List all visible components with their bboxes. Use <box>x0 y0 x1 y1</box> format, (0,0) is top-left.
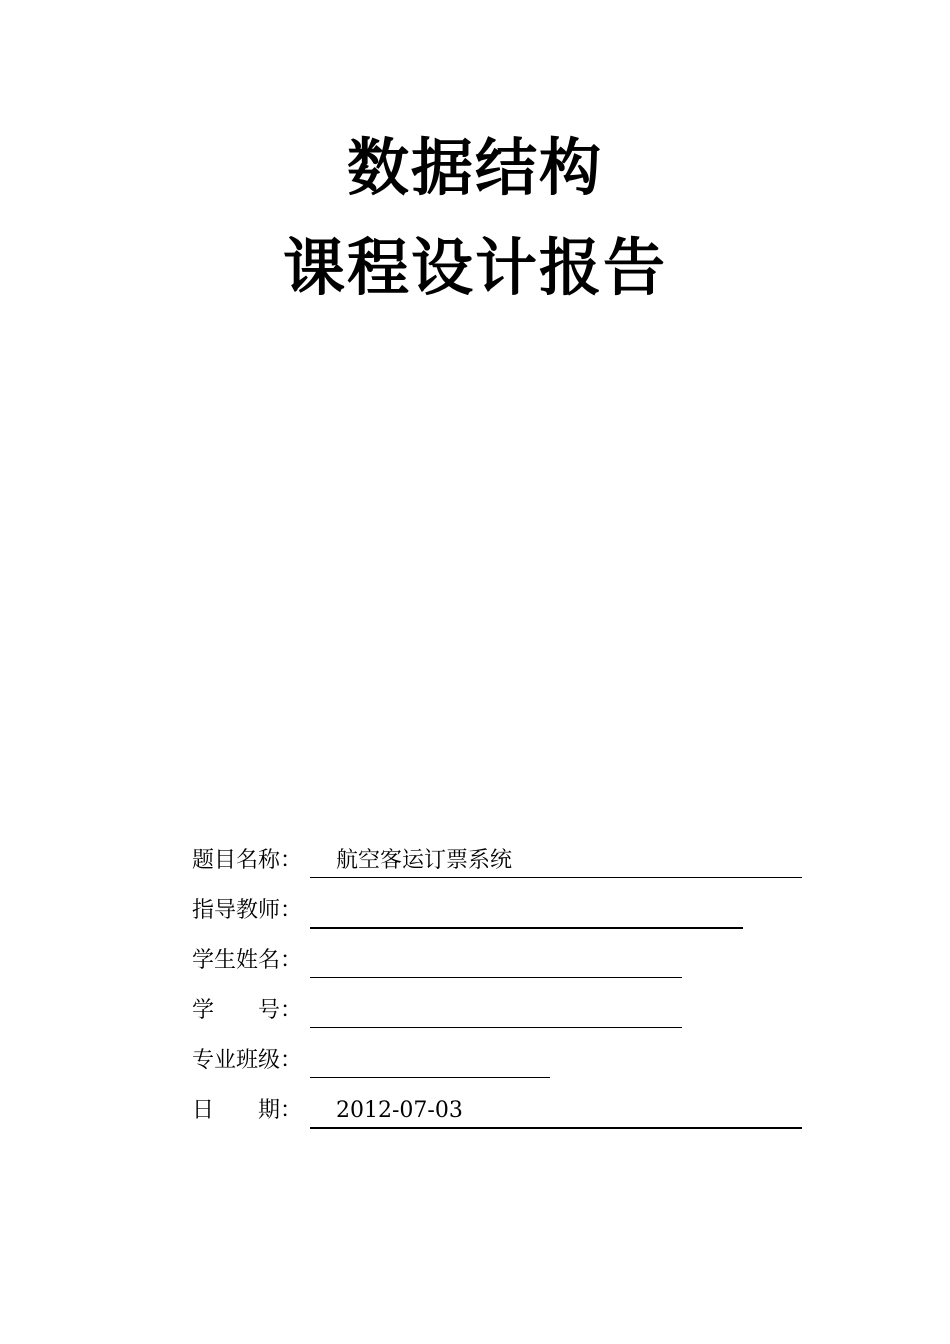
field-student-id-underline <box>310 1027 682 1028</box>
field-date-label: 日 期： <box>192 1098 303 1123</box>
field-student-name-underline <box>310 977 682 978</box>
field-major-class-label: 专业班级： <box>192 1048 303 1073</box>
field-topic-underline <box>310 877 802 878</box>
field-student-id <box>192 996 832 1028</box>
field-date <box>192 1096 832 1128</box>
field-advisor-underline <box>310 927 743 929</box>
field-date-underline <box>310 1127 802 1129</box>
field-topic-label: 题目名称： <box>192 848 303 873</box>
field-student-name <box>192 946 832 978</box>
field-major-class-underline <box>310 1077 550 1078</box>
field-student-name-label: 学生姓名： <box>192 948 303 973</box>
report-title-line1: 数据结构 <box>346 131 603 204</box>
field-student-id-label: 学 号： <box>192 998 303 1023</box>
field-advisor <box>192 896 832 928</box>
field-topic <box>192 846 832 878</box>
field-major-class <box>192 1046 832 1078</box>
field-date-value: 2012-07-03 <box>336 1098 463 1123</box>
report-title-line2: 课程设计报告 <box>282 231 667 304</box>
field-advisor-label: 指导教师： <box>192 898 303 923</box>
field-topic-value: 航空客运订票系统 <box>336 848 513 873</box>
